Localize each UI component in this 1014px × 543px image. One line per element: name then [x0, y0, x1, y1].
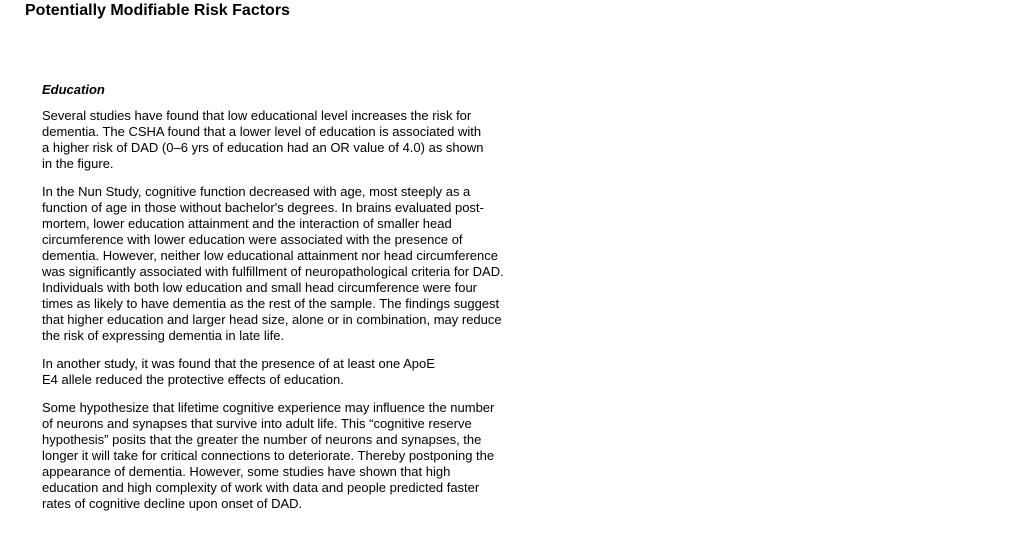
page-title: Potentially Modifiable Risk Factors — [25, 2, 290, 19]
paragraph-1 — [42, 108, 552, 172]
text-line: of neurons and synapses that survive into adult life. This “cognitive reserve — [42, 416, 472, 431]
text-line: function of age in those without bachelor's degrees. In brains evaluated post- — [42, 200, 484, 215]
text-line: mortem, lower education attainment and the interaction of smaller head — [42, 216, 452, 231]
text-line: a higher risk of DAD (0–6 yrs of education had an OR value of 4.0) as shown — [42, 140, 484, 155]
paragraph-2 — [42, 184, 552, 344]
paragraph-3 — [42, 356, 552, 388]
text-line: times as likely to have dementia as the rest of the sample. The findings suggest — [42, 296, 500, 311]
text-line: appearance of dementia. However, some studies have shown that high — [42, 464, 451, 479]
text-line: hypothesis” posits that the greater the number of neurons and synapses, the — [42, 432, 482, 447]
text-line: In the Nun Study, cognitive function decreased with age, most steeply as a — [42, 184, 471, 199]
text-line: longer it will take for critical connections to deteriorate. Thereby postponing the — [42, 448, 495, 463]
text-line: in the figure. — [42, 156, 114, 171]
text-line: was significantly associated with fulfillment of neuropathological criteria for DAD. — [42, 264, 504, 279]
section-heading: Education — [42, 82, 105, 97]
text-line: Several studies have found that low educational level increases the risk for — [42, 108, 472, 123]
paragraph-4 — [42, 400, 552, 512]
text-line: dementia. The CSHA found that a lower level of education is associated with — [42, 124, 482, 139]
text-line: rates of cognitive decline upon onset of DAD. — [42, 496, 303, 511]
text-line: that higher education and larger head size, alone or in combination, may reduce — [42, 312, 502, 327]
text-line: In another study, it was found that the presence of at least one ApoE — [42, 356, 435, 371]
text-line: circumference with lower education were associated with the presence of — [42, 232, 463, 247]
text-line: Individuals with both low education and small head circumference were four — [42, 280, 478, 295]
text-line: the risk of expressing dementia in late life. — [42, 328, 285, 343]
text-line: education and high complexity of work with data and people predicted faster — [42, 480, 480, 495]
text-line: E4 allele reduced the protective effects of education. — [42, 372, 344, 387]
education-section — [42, 81, 552, 524]
text-line: dementia. However, neither low educational attainment nor head circumference — [42, 248, 498, 263]
text-line: Some hypothesize that lifetime cognitive experience may influence the number — [42, 400, 495, 415]
